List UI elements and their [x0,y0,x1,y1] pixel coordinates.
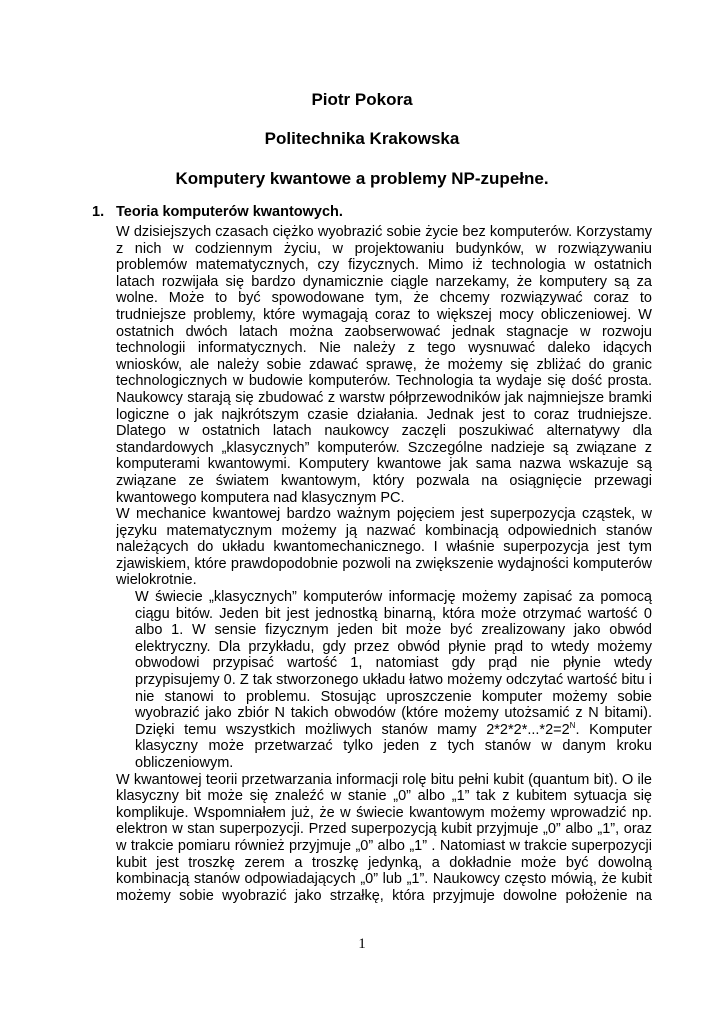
text-line: nie stanowi to problemu. Stosując uproszczenie komputer możemy sobie [135,688,652,705]
document-title: Komputery kwantowe a problemy NP-zupełne. [175,169,549,188]
text-line: wolne. Może to być spowodowane tym, że chcemy rozwiązywać coraz to [116,290,652,307]
text-line: kubit jest troszkę zerem a troszkę jedynką, a dokładnie może być dowolną [116,854,652,871]
text-line: W świecie „klasycznych” komputerów informację możemy zapisać za pomocą [135,589,652,606]
text-line: W kwantowej teorii przetwarzania informacji rolę bitu pełni kubit (quantum bit). O ile [116,771,652,788]
text-line: komplikuje. Wspomniałem już, że w świecie kwantowym możemy wprowadzić np. [116,804,652,821]
institution-name: Politechnika Krakowska [264,129,460,148]
text-line: ostatnich dwóch latach można zaobserwować jednak stagnacje w rozwoju [116,323,652,340]
text-line: klasyczny bit może się znaleźć w stanie „0” albo „1” tak z kubitem sytuacja się [116,788,652,805]
text-line: ciągu bitów. Jeden bit jest jednostką binarną, która może otrzymać wartość 0 [135,605,652,622]
text-line: elektryczny. Dla przykładu, gdy przez obwód płynie prąd to wtedy możemy [135,638,652,655]
text-line: możemy sobie wyobrazić jako strzałkę, która przyjmuje dowolne położenie na [116,887,652,904]
text-line: obliczeniowym. [135,755,234,771]
text-line: standardowych „klasycznych” komputerów. Szczególne nadzieje są związane z [116,439,652,456]
author-name: Piotr Pokora [311,90,413,109]
paragraph [116,589,652,772]
text-line: związane ze światem kwantowym, który pozwala na osiągnięcie przewagi [116,472,652,489]
page-number: 1 [358,936,366,952]
text-line: technologicznych w budowie komputerów. Technologia ta wydaje się dość prosta. [116,373,652,390]
text-line: albo 1. W sensie fizycznym jeden bit może być zrealizowany jako obwód [135,622,652,639]
text-line: Naukowcy starają się zbudować z warstw półprzewodników jak najmniejsze bramki [116,389,652,406]
text-line: kombinacją stanów odpowiadających „0” lub „1”. Naukowcy często mówią, że kubit [116,871,652,888]
text-line: logiczne o jak najkrótszym czasie działania. Jednak jest to coraz trudniejsze. [116,406,652,423]
section-title: Teoria komputerów kwantowych. [116,204,343,220]
superscript: N [569,721,576,730]
text-line: technologii informatycznych. Nie należy z tego wysnuwać daleko idących [116,340,652,357]
text-line: z nich w codziennym życiu, w projektowaniu budynków, w rozwiązywaniu [116,240,652,257]
text-line: W dzisiejszych czasach ciężko wyobrazić sobie życie bez komputerów. Korzystamy [116,224,652,240]
section-heading [92,204,343,221]
text-segment: Dzięki temu wszystkich możliwych stanów mamy 2*2*2*...*2=2 [135,721,570,738]
paragraph [116,224,652,506]
text-line: w trakcie pomiaru również przyjmuje „0” albo „1” . Natomiast w trakcie superpozycji [116,837,652,854]
text-line: klasyczny może przetwarzać tylko jeden z tych stanów w danym kroku [135,738,652,755]
text-line: należących do układu kwantomechanicznego. I właśnie superpozycja jest tym [116,539,652,556]
text-line: kwantowego komputera nad klasycznym PC. [116,489,405,506]
text-line: elektron w stan superpozycji. Przed superpozycją kubit przyjmuje „0” albo „1”, oraz [116,821,652,838]
document-body [116,224,652,904]
text-line: problemów matematycznych, czy fizycznych. Mimo iż technologia w ostatnich [116,257,652,274]
text-line [135,722,652,739]
paragraph [116,772,652,905]
text-line: zjawiskiem, które prawdopodobnie pozwoli na zwiększenie wydajności komputerów [116,555,652,572]
text-line: trudniejsze problemy, które wymagają coraz to większej mocy obliczeniowej. W [116,306,652,323]
text-line: W mechanice kwantowej bardzo ważnym pojęciem jest superpozycja cząstek, w [116,506,652,523]
text-segment: . Komputer [575,721,652,738]
text-line: przypisujemy 0. Z tak stworzonego układu łatwo możemy odczytać wartość bitu i [135,672,652,689]
text-line: wyobrazić jako zbiór N takich obwodów (które możemy utożsamić z N bitami). [135,705,652,722]
paragraph [116,506,652,589]
text-line: Dlatego w ostatnich latach naukowcy zaczęli poszukiwać alternatywy dla [116,423,652,440]
text-line: komputerami kwantowymi. Komputery kwantowe jak sama nazwa wskazuje są [116,456,652,473]
section-number: 1. [92,204,105,220]
text-line: obwodowi przypisać wartość 1, natomiast gdy prąd nie płynie wtedy [135,655,652,672]
text-line: wniosków, ale należy sobie zdawać sprawę, że możemy się zbliżać do granic [116,356,652,373]
text-line: języku matematycznym możemy ją nazwać kombinacją odpowiednich stanów [116,522,652,539]
text-line: latach rozwijała się bardzo dynamicznie ciągle narzekamy, że komputery są za [116,273,652,290]
text-line: wielokrotnie. [116,572,197,589]
